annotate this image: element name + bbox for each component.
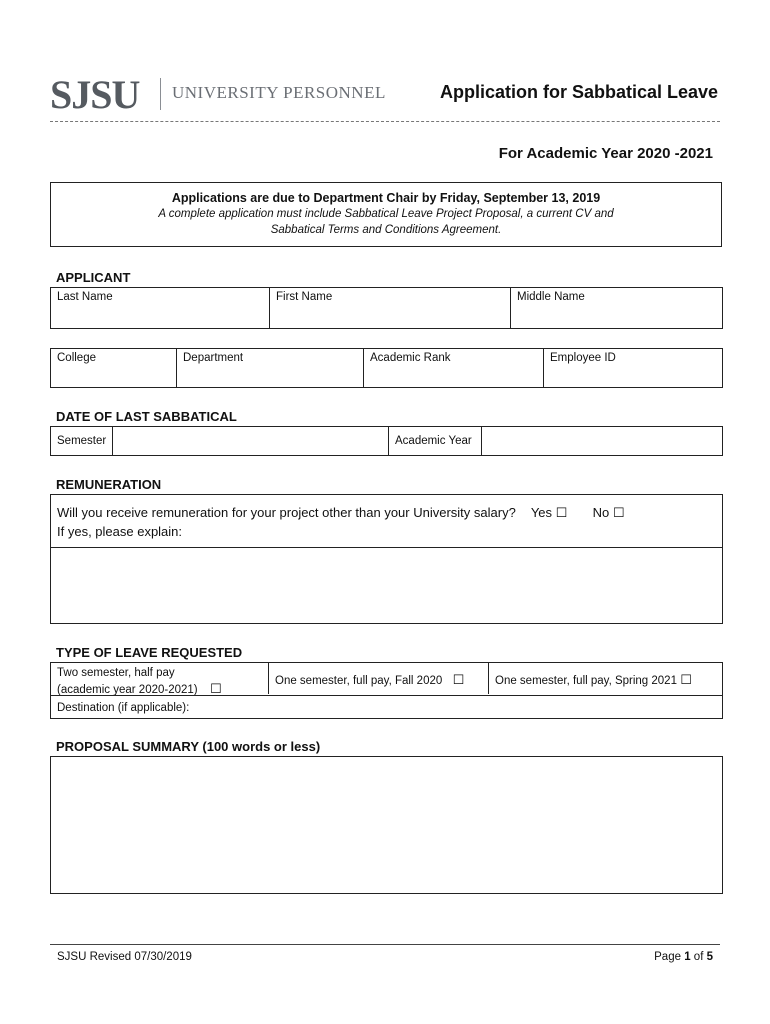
spring-option[interactable] <box>489 663 722 694</box>
logo-divider <box>160 78 161 110</box>
destination-divider <box>51 695 722 696</box>
department-label: Department <box>183 352 244 364</box>
two-semester-label-2: (academic year 2020-2021) <box>57 684 198 696</box>
academic-year-label: Academic Year <box>395 435 472 447</box>
page-prefix: Page <box>654 951 681 963</box>
last-name-field[interactable] <box>51 288 270 328</box>
academic-rank-field[interactable] <box>364 349 544 387</box>
employee-id-label: Employee ID <box>550 352 616 364</box>
remuneration-question: Will you receive remuneration for your project other than your University salary? <box>57 505 516 520</box>
remuneration-section-title: REMUNERATION <box>56 477 162 492</box>
notice-box <box>50 182 722 247</box>
explain-textarea[interactable] <box>51 548 722 623</box>
destination-label: Destination (if applicable): <box>57 702 190 714</box>
two-semester-checkbox[interactable]: ☐ <box>210 681 222 696</box>
explain-label: If yes, please explain: <box>57 524 183 539</box>
academic-year-input[interactable] <box>482 427 722 455</box>
applicant-name-row <box>50 287 723 329</box>
two-semester-option[interactable] <box>51 663 269 694</box>
sjsu-logo: SJSU <box>50 72 140 117</box>
semester-label: Semester <box>57 435 107 447</box>
academic-rank-label: Academic Rank <box>370 352 451 364</box>
fall-checkbox[interactable]: ☐ <box>452 672 465 687</box>
remuneration-question-line <box>57 504 624 521</box>
spring-checkbox[interactable]: ☐ <box>680 672 692 687</box>
footer-rule <box>50 944 720 945</box>
last-sabbatical-section-title: DATE OF LAST SABBATICAL <box>56 409 237 424</box>
revision-date: SJSU Revised 07/30/2019 <box>57 951 192 963</box>
spring-option-label: One semester, full pay, Spring 2021 <box>495 675 677 687</box>
requirements-line-1: A complete application must include Sabbatical Leave Project Proposal, a current CV and <box>158 208 614 220</box>
due-date-notice: Applications are due to Department Chair by Friday, September 13, 2019 <box>171 191 601 205</box>
yes-checkbox[interactable]: ☐ <box>555 505 568 520</box>
semester-label-cell <box>51 427 113 455</box>
first-name-field[interactable] <box>270 288 511 328</box>
employee-id-field[interactable] <box>544 349 722 387</box>
page-of: of <box>693 951 704 963</box>
fall-option[interactable] <box>269 663 489 694</box>
academic-year-label-cell <box>389 427 482 455</box>
requirements-line-2: Sabbatical Terms and Conditions Agreement. <box>270 224 502 236</box>
middle-name-label: Middle Name <box>517 291 585 303</box>
page-current: 1 <box>684 951 691 963</box>
college-label: College <box>57 352 96 364</box>
department-field[interactable] <box>177 349 364 387</box>
semester-input[interactable] <box>113 427 389 455</box>
destination-field[interactable] <box>57 701 189 715</box>
page-number <box>654 950 713 964</box>
header-rule <box>50 121 720 122</box>
last-name-label: Last Name <box>57 291 113 303</box>
yes-option-label: Yes <box>530 505 553 520</box>
unit-name: UNIVERSITY PERSONNEL <box>172 83 386 102</box>
last-sabbatical-row <box>50 426 723 456</box>
no-checkbox[interactable]: ☐ <box>612 505 625 520</box>
applicant-details-row <box>50 348 723 388</box>
page-total: 5 <box>706 951 713 963</box>
applicant-section-title: APPLICANT <box>56 270 131 285</box>
leave-type-section-title: TYPE OF LEAVE REQUESTED <box>56 645 243 660</box>
proposal-summary-textarea[interactable] <box>50 756 723 894</box>
remuneration-box <box>50 494 723 624</box>
fall-option-label: One semester, full pay, Fall 2020 <box>275 675 443 687</box>
no-option-label: No <box>592 505 610 520</box>
academic-year-heading: For Academic Year 2020 -2021 <box>498 145 713 162</box>
first-name-label: First Name <box>276 291 333 303</box>
college-field[interactable] <box>51 349 177 387</box>
leave-type-box <box>50 662 723 719</box>
proposal-section-title: PROPOSAL SUMMARY (100 words or less) <box>56 739 321 754</box>
two-semester-label-1: Two semester, half pay <box>57 667 175 679</box>
middle-name-field[interactable] <box>511 288 722 328</box>
document-title: Application for Sabbatical Leave <box>440 82 719 102</box>
